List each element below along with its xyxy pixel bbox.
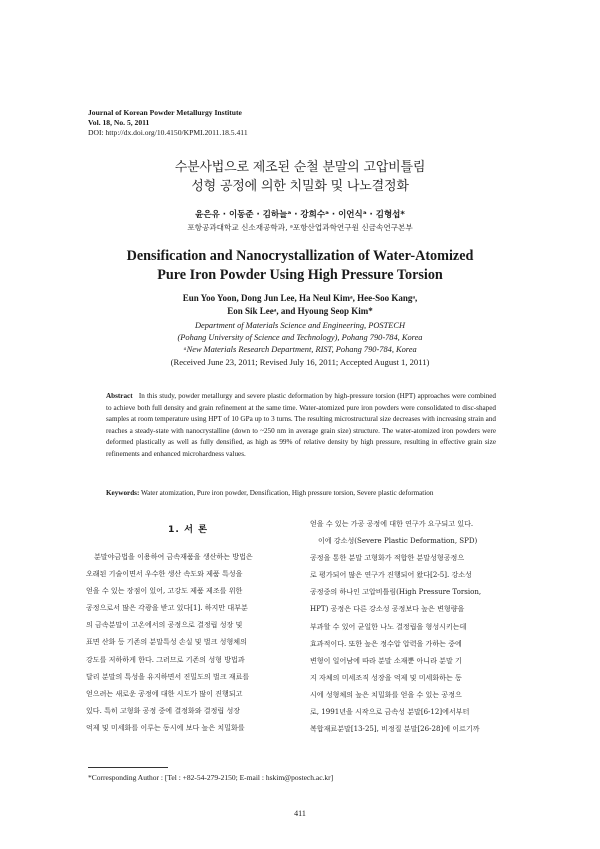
journal-volume: Vol. 18, No. 5, 2011 xyxy=(88,118,150,127)
body-line: 공정을 통한 분말 고형화가 적합한 분말성형공정으 xyxy=(310,553,465,563)
body-line: 억제 및 미세화를 이루는 동시에 보다 높은 치밀화를 xyxy=(86,722,245,732)
korean-title-line2: 성형 공정에 의한 치밀화 및 나노결정화 xyxy=(191,179,409,194)
body-line: 강도를 저하하게 한다. 그러므로 기존의 성형 방법과 xyxy=(86,654,245,664)
body-line: 달리 분말의 특성을 유지하면서 진밀도의 벌크 재료를 xyxy=(86,671,250,681)
body-line: 복합재료분말[13-25], 비정질 분말[26-28]에 이르기까 xyxy=(310,724,480,734)
english-affil-line1: Department of Materials Science and Engineering, POSTECH xyxy=(194,321,406,330)
body-line: 로, 1991년을 시작으로 금속성 분말[6-12]에서부터 xyxy=(310,707,470,717)
english-title-line2: Pure Iron Powder Using High Pressure Torsion xyxy=(157,267,443,283)
body-column-left xyxy=(86,548,292,736)
keywords-label: Keywords: xyxy=(106,489,140,497)
journal-name: Journal of Korean Powder Metallurgy Institute xyxy=(88,108,242,117)
body-line: 부과할 수 있어 균일한 나노 결정립을 형성시키는데 xyxy=(310,621,467,631)
body-line: 있다. 특히 고형화 공정 중에 결정화와 결정립 성장 xyxy=(86,705,241,715)
abstract xyxy=(106,391,496,461)
body-line: 얻을 수 있는 장점이 있어, 고강도 제품 제조를 위한 xyxy=(86,586,243,596)
received-dates: (Received June 23, 2011; Revised July 16, 2011; Accepted August 1, 2011) xyxy=(170,357,430,367)
body-line: 얻으려는 새로운 공정에 대한 시도가 많이 진행되고 xyxy=(86,688,243,698)
english-authors-line2: Eon Sik Leeᵃ, and Hyoung Seop Kim* xyxy=(227,306,373,316)
body-line: 분말야금법을 이용하여 금속재품을 생산하는 방법은 xyxy=(94,552,253,561)
body-line: 로 평가되어 많은 연구가 진행되어 왔다[2-5]. 강소성 xyxy=(310,570,472,580)
body-line: 변형이 일어남에 따라 분말 소재뿐 아니라 분말 기 xyxy=(310,655,462,665)
keywords xyxy=(106,488,496,499)
page-number: 411 xyxy=(294,809,306,818)
section-title: 1. 서 론 xyxy=(167,524,209,535)
journal-doi: DOI: http://dx.doi.org/10.4150/KPMI.2011.18.5.411 xyxy=(88,128,248,137)
body-line: 표면 산화 등 기존의 분말특성 손실 및 벌크 성형체의 xyxy=(86,637,247,647)
korean-title xyxy=(0,158,600,196)
body-line: 얻을 수 있는 가공 공정에 대한 연구가 요구되고 있다. xyxy=(310,519,474,528)
body-line: 이에 강소성(Severe Plastic Deformation, SPD) xyxy=(318,536,478,546)
abstract-label: Abstract xyxy=(106,392,133,400)
english-affiliation xyxy=(0,320,600,356)
footnote-divider xyxy=(88,767,168,768)
english-authors-line1: Eun Yoo Yoon, Dong Jun Lee, Ha Neul Kimᵃ, Hee-Soo Kangᵃ, xyxy=(182,293,418,303)
body-line: 공정중의 하나인 고압비틀림(High Pressure Torsion, xyxy=(310,587,482,597)
body-line: 오래된 기술이면서 우수한 생산 속도와 제품 특성을 xyxy=(86,569,243,579)
korean-authors: 윤은유 · 이동준 · 김하늘ᵃ · 강희수ᵃ · 이언식ᵃ · 김형섭* xyxy=(195,210,405,220)
english-affil-line3: ᵃNew Materials Research Department, RIST, Pohang 790-784, Korea xyxy=(183,345,417,354)
body-line: 지 자체의 미세조직 성장을 억제 및 미세화하는 동 xyxy=(310,672,462,682)
english-affil-line2: (Pohang University of Science and Technology), Pohang 790-784, Korea xyxy=(177,333,423,342)
body-line: HPT) 공정은 다른 강소성 공정보다 높은 변형량을 xyxy=(310,604,465,614)
english-title-line1: Densification and Nanocrystallization of Water-Atomized xyxy=(126,248,474,264)
body-line: 공정으로서 많은 각광을 받고 있다[1]. 하지만 대부분 xyxy=(86,603,248,613)
abstract-text: In this study, powder metallurgy and severe plastic deformation by high-pressure torsion (HPT) approaches were combined to achieve both full density and grain refinement at the same time. Water-atomized pure iron powders were consolidated to disc-shaped samples at room temperature using HPT of 10 GPa up to 3 turns. The resulting microstructural size decreases with increasing strain and reaches a steady-state with nanocrystalline (down to ~250 nm in average grain size) structure. The water-atomized iron powders were deformed plastically as well as fully densified, as high as 99% of relative density by high pressure, resulting in effective grain size refinements and enhanced microhardness values. xyxy=(106,392,497,458)
body-line: 의 금속분말이 고온에서의 공정으로 결정립 성장 및 xyxy=(86,620,243,630)
journal-header xyxy=(88,108,248,138)
korean-title-line1: 수분사법으로 제조된 순철 분말의 고압비틀림 xyxy=(174,160,426,175)
english-title xyxy=(0,247,600,285)
korean-affiliation: 포항공과대학교 신소재공학과, ᵃ포항산업과학연구원 신금속연구본부 xyxy=(187,223,413,232)
body-column-right xyxy=(310,515,514,737)
keywords-text: Water atomization, Pure iron powder, Densification, High pressure torsion, Severe plastic deformation xyxy=(140,489,434,497)
corresponding-author-footnote: *Corresponding Author : [Tel : +82-54-279-2150; E-mail : hskim@postech.ac.kr] xyxy=(88,773,334,782)
body-line: 효과적이다. 또한 높은 정수압 압력을 가하는 중에 xyxy=(310,638,462,648)
body-line: 시에 성형체의 높은 치밀화를 얻을 수 있는 공정으 xyxy=(310,689,462,699)
english-authors xyxy=(0,292,600,318)
